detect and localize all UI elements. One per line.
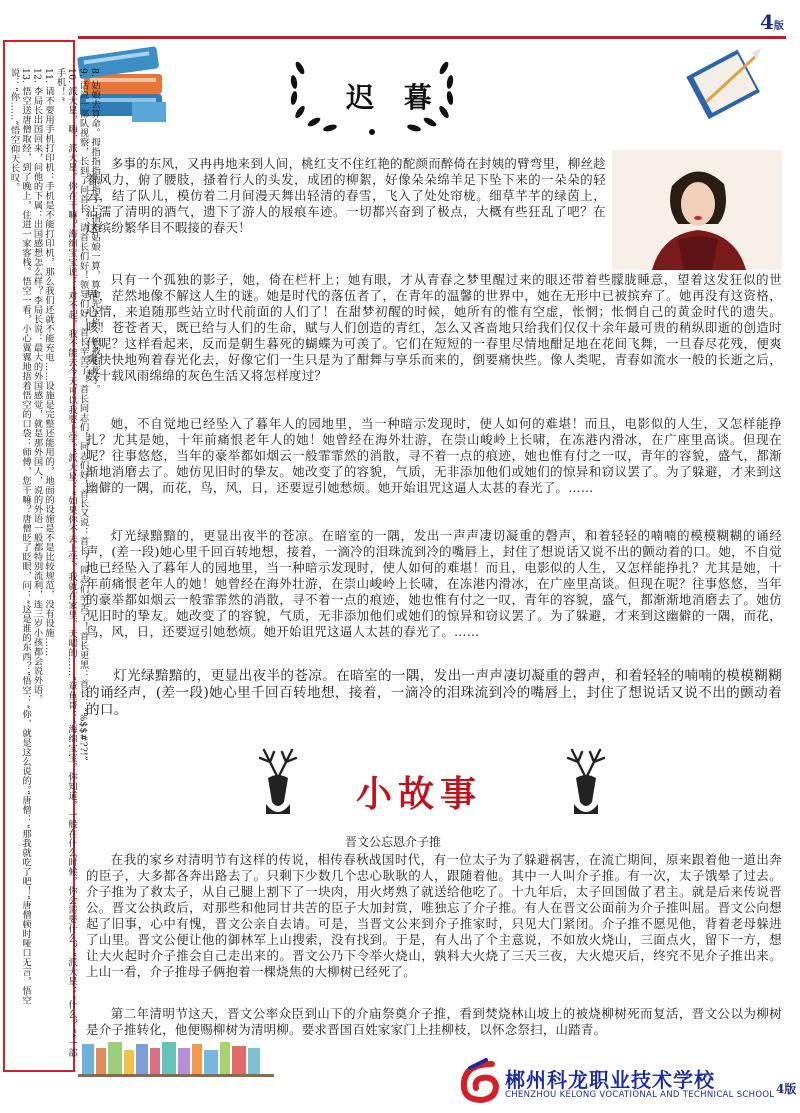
essay-paragraph: 只有一个孤独的影子，她，倚在栏杆上；她有眼，才从青春之梦里醒过来的眼还带着些朦胧睡意，望着这发狂似的世界，茫然地像不解这人生的谜。她是时代的落伍者了，在青年的温馨的世界中，她在无形中已被摈弃了。她再没有这资格，心情，来追随那些站立时代前面的人们了！在甜梦初醒的时候，她所有的惟有空虚，怅惘；怅惘自己的黄金时代的遗失。咳！苍苍者天，既已给与人们的生命，赋与人们创造的青红，怎么又吝啬地只给我们仅仅十余年最可贵的稍纵即逝的创造时代呢？这样看起来，反而是朝生暮死的蝴蝶为可羡了。它们在短短的一春里尽情地酣足地在花间飞舞，一旦春尽花残，便爽爽快快地殉着春光化去，好像它们一生只是为了酣舞与享乐而来的，倒要痛快些。像人类呢，青春如流水一般的长逝之后，数十载风雨绵绵的灰色生活又将怎样度过？ <box>86 272 782 383</box>
essay-paragraph: 她，不自觉地已经坠入了暮年人的园地里，当一种暗示发现时，使人如何的难堪！而且，电影似的人生，又怎样能挣扎？尤其是她，十年前痛恨老年人的她！她曾经在海外壮游，在崇山峻岭上长啸，在冻港内滑冰，在广座里高谈。但现在呢？往事悠悠，当年的豪举都如烟云一般霏霏然的消散，寻不着一点的痕迹，她也惟有付之一叹，青年的容貌，盛气，都渐渐地消磨去了。她仿见旧时的挚友。她改变了的容貌，气质，无非添加他们或她们的惊异和窃议罢了。为了躲避，才来到这幽僻的一隅，而花，鸟，风，日，还要逗引她愁烦。她开始诅咒这逼人太甚的春光了。…… <box>86 416 782 495</box>
deer-head-icon <box>252 744 304 820</box>
page-number-bottom <box>776 1080 796 1097</box>
page-number-suffix: 版 <box>773 21 784 32</box>
top-rule <box>78 36 786 39</box>
bookshelf-icon <box>78 1038 278 1078</box>
page-number-digit: 4 <box>760 10 774 34</box>
school-name-en: CHENZHOU KELONG VOCATIONAL AND TECHNICAL SCHOOL <box>505 1090 775 1100</box>
story-paragraph: 在我的家乡对清明节有这样的传说，相传春秋战国时代，有一位太子为了躲避祸害，在流亡期间，原来跟着他一道出奔的臣子，大多都各奔出路去了。只剩下少数几个忠心耿耿的人，跟随着他。其中一人叫介子推。有一次，太子饿晕了过去。介子推为了救太子，从自己腿上割下了一块肉，用火烤熟了就送给他吃了。十九年后，太子回国做了君主。就是后来传说晋公。晋文公执政后，对那些和他同甘共苦的臣子大加封赏，唯独忘了介子推。有人在晋文公面前为介子推叫屈。晋文公向想起了旧事，心中有愧，晋文公亲自去请。可是，当晋文公来到介子推家时，只见大门紧闭。介子推不愿见他，背着老母躲进了山里。晋文公便让他的御林军上山搜索，没有找到。于是，有人出了个主意说，不如放火烧山，三面点火，留下一方，想让大火起时介子推会自己走出来的。晋文公乃下令举火烧山，孰料大火烧了三天三夜，大火熄灭后，终究不见介子推出来。上山一看，介子推母子俩抱着一棵烧焦的大柳树已经死了。 <box>86 852 782 979</box>
deer-head-icon <box>560 744 612 820</box>
woman-portrait-illustration <box>612 150 782 270</box>
page-number <box>760 10 784 34</box>
essay-paragraph: 灯光绿黯黯的，更显出夜半的苍凉。在暗室的一隅，发出一声声凄切凝重的磬声，和着轻轻的喃喃的模模糊糊的诵经声，(差一段)她心里千回百转地想，接着，一滴冷的泪珠流到冷的嘴唇上，封住了想说话又说不出的颤动着的口。 <box>86 668 782 718</box>
essay-paragraph: 多事的东风，又冉冉地来到人间，桃红支不住红艳的酡颜而醉倚在封姨的臂弯里，柳丝趁着风力，俯了腰肢，搔着行人的头发，成团的柳絮，好像朵朵绵羊足下坠下来的一朵朵的轻云，结了队儿，模仿着二月间漫天舞出轻清的春雪，飞入了处处帘栊。细草芊芊的绿茵上，沾濡了清明的酒气，遗下了游人的屐痕车迹。一切都兴奋到了极点，大概有些狂乱了吧？在这缤纷繁华目不暇接的春天！ <box>86 156 606 235</box>
story-title: 晋文公忘恩介子推 <box>345 835 442 849</box>
school-name-cn: 郴州科龙职业技术学校 <box>505 1068 715 1092</box>
sidebar-jokes-box <box>3 40 100 1072</box>
school-logo-icon <box>456 1058 502 1104</box>
sidebar-jokes-text: 8. 姑娘去算命。拇指指指拇指手。指指姑娘一算，算命先生掐，娘被掐死了。 9. 话说一部队视察，长到了问首长：请首长们好！领导们好！首长辛苦了！首长同志们！同志们好！首长又说：首长！同志们辛苦了！首长更黑：首长：“%$$#??!” 10. 派大星，嗨，派大星，你在干嘛？海绵宝宝说：“对不起，我不能去今天可以我要上学。”派大星：“如果你不去上学，我就在家里，天晴的……”章鱼哥：“海绵宝宝，你知道，一般在什么时候，你会需要什么？”派大星：“什么？”“一部手机！” 11. 请不要用手机打印机：手机是不能打印机，那么我们还就不能充电……设施是完整还能用的，地面的设施是不是比较规范，没有设施…… 12. 李局长出国回来，问他的下属：出国感想怎么样？李局长说：最大的外国感觉，就是那外国人，说的外语一般都特别流利，连三岁小孩都会说外语。 13. 悟空送唐僧取经，到了晚上，住进一家客栈。悟空一看，小心翼翼地捂着悟空的口袋：师傅，您干嘛？唐僧眨了眨眼，问：“这是谁的东西？”悟空：“你，就是这么说的。”唐僧：“那我就吃了吧！”唐僧顿时哑口无言，悟空说：“你……”悟空仰天长叹。 <box>8 68 100 1058</box>
essay-paragraph: 灯光绿黯黯的，更显出夜半的苍凉。在暗室的一隅，发出一声声凄切凝重的磬声，和着轻轻的喃喃的模模糊糊的诵经声，(差一段)她心里千回百转地想，接着，一滴冷的泪珠流到冷的嘴唇上，封住了想说话又说不出的颤动着的口。她，不自觉地已经坠入了暮年人的园地里，当一种暗示发现时，使人如何的难堪！而且，电影似的人生，又怎样能挣扎？尤其是她，十年前痛恨老年人的她！她曾经在海外壮游，在崇山峻岭上长啸，在冻港内滑冰，在广座里高谈。但现在呢？往事悠悠，当年的豪举都如烟云一般霏霏然的消散，寻不着一点的痕迹，她也惟有付之一叹，青年的容貌，盛气，都渐渐地消磨去了。她仿见旧时的挚友。她改变了的容貌，气质，无非添加他们或她们的惊异和窃议罢了。为了躲避，才来到这幽僻的一隅，而花，鸟，风，日，还要逗引她愁烦。她开始诅咒这逼人太甚的春光了。…… <box>86 528 782 639</box>
story-paragraph: 第二年清明节这天，晋文公率众臣到山下的介庙祭奠介子推，看到焚烧林山坡上的被烧柳树死而复活，晋文公以为柳树是介子推转化，他便赐柳树为清明柳。要求晋国百姓家家门上挂柳枝，以怀念祭扫，山踏青。 <box>86 1006 782 1037</box>
essay-title: 迟 暮 <box>346 81 442 114</box>
page-number-bottom-suffix: 版 <box>784 1082 797 1096</box>
story-section-title: 小故事 <box>356 774 483 815</box>
page-number-bottom-digit: 4 <box>776 1082 785 1096</box>
book-quill-icon <box>684 44 770 124</box>
